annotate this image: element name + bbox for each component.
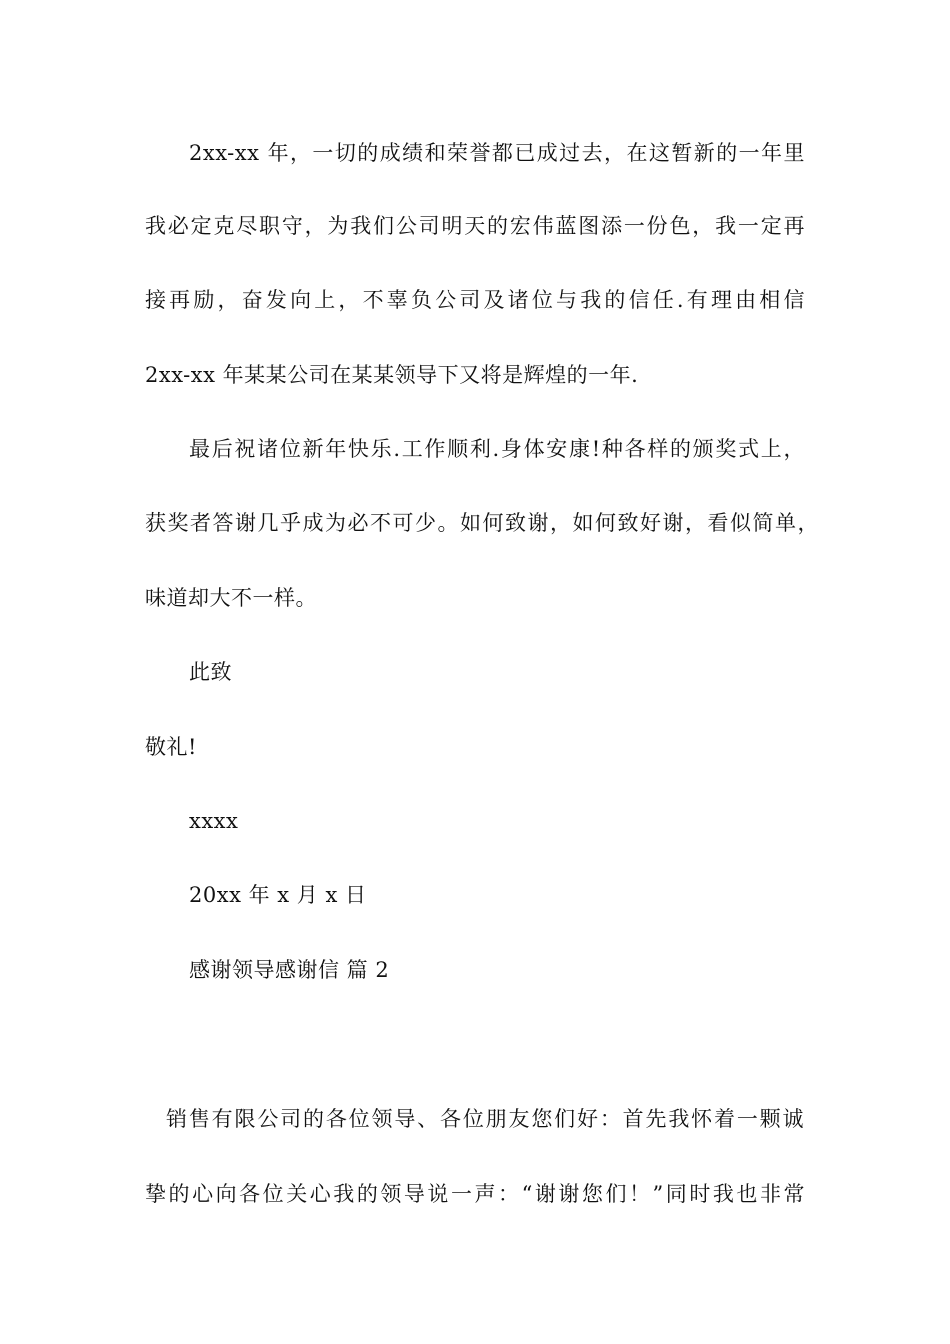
paragraph-line-1: 2xx-xx 年，一切的成绩和荣誉都已成过去，在这暂新的一年里 [189, 141, 805, 165]
paragraph-line-4: 2xx-xx 年某某公司在某某领导下又将是辉煌的一年. [145, 363, 639, 387]
closing-respect: 敬礼! [145, 735, 197, 759]
paragraph-line-2: 我必定克尽职守，为我们公司明天的宏伟蓝图添一份色，我一定再 [145, 214, 805, 238]
section-heading: 感谢领导感谢信 篇 2 [189, 958, 390, 982]
signature-date: 20xx 年 x 月 x 日 [189, 883, 367, 907]
paragraph-line-6: 获奖者答谢几乎成为必不可少。如何致谢，如何致好谢，看似简单， [145, 511, 819, 535]
paragraph-line-3: 接再励，奋发向上，不辜负公司及诸位与我的信任.有理由相信 [145, 288, 805, 312]
closing-salutation: 此致 [189, 660, 232, 684]
paragraph-line-7: 味道却大不一样。 [145, 586, 317, 610]
paragraph-line-5: 最后祝诸位新年快乐.工作顺利.身体安康!种各样的颁奖式上， [189, 437, 805, 461]
signature-name: xxxx [189, 809, 239, 833]
paragraph-line-8: 销售有限公司的各位领导、各位朋友您们好：首先我怀着一颗诚 [166, 1107, 804, 1131]
paragraph-line-9: 挚的心向各位关心我的领导说一声：“谢谢您们！”同时我也非常 [145, 1182, 805, 1206]
